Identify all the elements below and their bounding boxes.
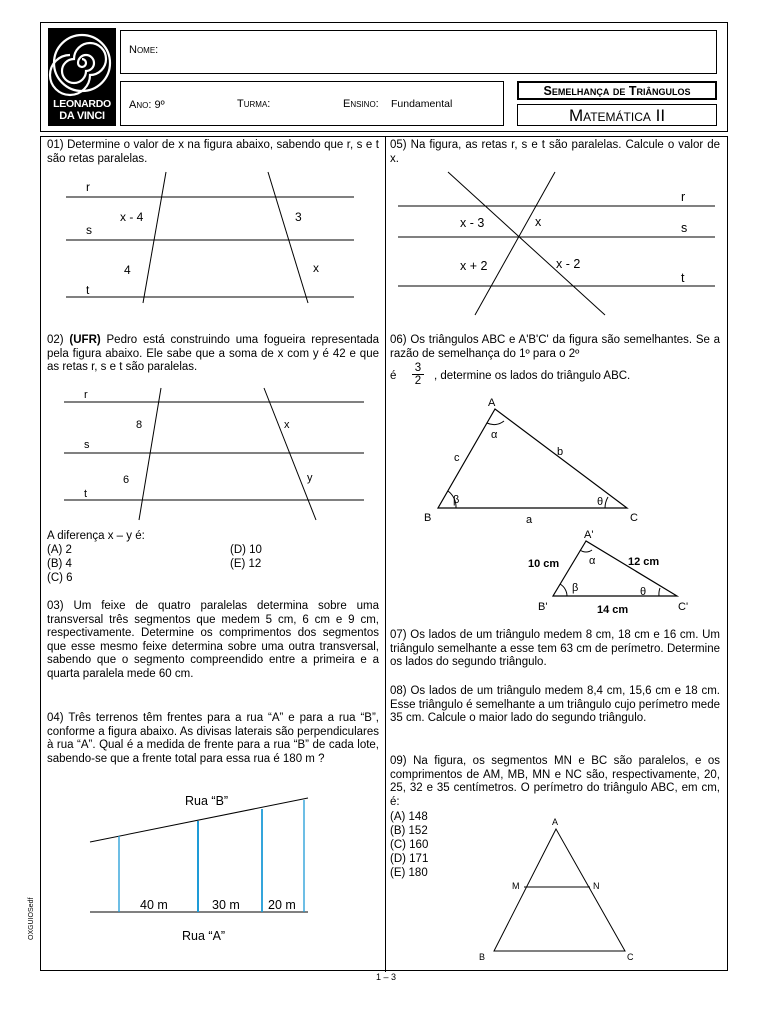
ano-label: Ano: 9º bbox=[129, 99, 165, 111]
q06-tri1-theta: θ bbox=[597, 496, 604, 508]
q05-label-b: x bbox=[535, 215, 542, 229]
q02-label-r: r bbox=[84, 389, 88, 401]
q02-option-c: (C) 6 bbox=[47, 572, 73, 584]
name-label: Nome: bbox=[129, 44, 159, 56]
q09-option-a: (A) 148 bbox=[390, 811, 428, 823]
q05-label-r: r bbox=[681, 190, 686, 204]
q06-tri1-b: b bbox=[557, 446, 564, 458]
q09-label-N: N bbox=[593, 881, 600, 891]
q09-text: 09) Na figura, os segmentos MN e BC são paralelos, e os comprimentos de AM, MB, MN e NC são, respectivamente, 20, 25, 32 e 35 centímetros. O perímetro do triângulo ABC, em cm, é: bbox=[390, 755, 720, 808]
subject-box bbox=[517, 104, 717, 126]
q02-option-e: (E) 12 bbox=[230, 558, 262, 570]
q09-option-e: (E) 180 bbox=[390, 867, 428, 879]
q01-text: 01) Determine o valor de x na figura abaixo, sabendo que r, s e t são retas paralelas. bbox=[47, 139, 379, 165]
q01-label-a: x - 4 bbox=[120, 210, 144, 224]
q02-figure bbox=[58, 382, 370, 522]
q02-label-s: s bbox=[84, 439, 90, 451]
q06-text-b-pre: é bbox=[390, 370, 397, 382]
q06-text-b bbox=[390, 362, 720, 392]
name-field[interactable] bbox=[120, 30, 717, 74]
q06-tri1-B: B bbox=[424, 512, 432, 524]
q06-triangle-abc-prime bbox=[520, 527, 700, 619]
q09-label-B: B bbox=[479, 952, 486, 962]
q04-seg2: 30 m bbox=[212, 898, 240, 912]
logo-text-line2: DA VINCI bbox=[59, 110, 105, 122]
q01-label-c: 4 bbox=[124, 263, 131, 277]
q06-text-a: 06) Os triângulos ABC e A'B'C' da figura são semelhantes. Se a razão de semelhança do 1º para o 2º bbox=[390, 334, 720, 360]
q04-text: 04) Três terrenos têm frentes para a rua “A” e para a rua “B”, conforme a figura abaixo. As divisas laterais são perpendiculares à rua “A”. Qual é a medida de frente para a rua “B” de cada lote, sabendo-se que a frente total para essa rua é 180 m ? bbox=[47, 712, 379, 765]
q09-option-c: (C) 160 bbox=[390, 839, 429, 851]
ensino-label: Ensino: bbox=[343, 98, 379, 110]
q06-tri2-theta: θ bbox=[640, 586, 647, 598]
q01-label-d: x bbox=[313, 261, 319, 275]
q02-text bbox=[47, 334, 379, 375]
q06-tri2-bottom: 14 cm bbox=[597, 604, 629, 616]
column-divider bbox=[385, 136, 386, 979]
q06-text-b-post: , determine os lados do triângulo ABC. bbox=[434, 370, 631, 382]
q06-tri1-alpha: α bbox=[491, 429, 498, 441]
q02-label-b: x bbox=[284, 419, 290, 431]
logo-text-line1: LEONARDO bbox=[53, 98, 111, 110]
q04-seg1: 40 m bbox=[140, 898, 168, 912]
q09-label-C: C bbox=[627, 952, 634, 962]
q09-label-A: A bbox=[552, 817, 559, 827]
q02-label-a: 8 bbox=[136, 419, 143, 431]
ensino-value: Fundamental bbox=[391, 98, 453, 110]
q06-frac-num: 3 bbox=[412, 362, 424, 375]
q06-triangle-abc bbox=[420, 395, 650, 530]
q06-tri1-C: C bbox=[630, 512, 638, 524]
q06-tri1-beta: β bbox=[453, 494, 460, 506]
topic-box bbox=[517, 81, 717, 100]
q06-fraction bbox=[412, 362, 424, 388]
q06-tri2-left: 10 cm bbox=[528, 558, 560, 570]
logo bbox=[48, 28, 116, 126]
q06-tri1-c: c bbox=[454, 452, 460, 464]
q02-option-d: (D) 10 bbox=[230, 544, 262, 556]
q02-source: (UFR) bbox=[69, 334, 101, 346]
q04-figure bbox=[86, 790, 366, 948]
q09-label-M: M bbox=[512, 881, 520, 891]
q07-text: 07) Os lados de um triângulo medem 8 cm, 18 cm e 16 cm. Um triângulo semelhante a esse tem 63 cm de perímetro. Determine os lados do segundo triângulo. bbox=[390, 629, 720, 669]
q02-body: Pedro está construindo uma fogueira representada pela figura abaixo. Ele sabe que a soma de x com y é 42 e que as retas r, s e t são paralelas. bbox=[47, 334, 380, 374]
q05-label-d: x - 2 bbox=[556, 257, 581, 271]
q06-tri1-A: A bbox=[488, 397, 496, 409]
q03-text: 03) Um feixe de quatro paralelas determina sobre uma transversal três segmentos que medem 5 cm, 6 cm e 9 cm, respectivamente. Determine os comprimentos dos segmentos que esse mesmo feixe determina sobre uma outra transversal, sabendo que o segmento compreendido entre a primeira e a quarta paralela mede 60 cm. bbox=[47, 600, 379, 680]
q02-option-b: (B) 4 bbox=[47, 558, 72, 570]
q01-label-t: t bbox=[86, 283, 90, 297]
q05-label-s: s bbox=[681, 221, 688, 235]
subject-title: Matemática II bbox=[568, 106, 666, 125]
q06-frac-den: 2 bbox=[414, 375, 422, 387]
q04-street-b: Rua “B” bbox=[185, 794, 229, 808]
topic-title: Semelhança de Triângulos bbox=[543, 84, 691, 98]
q04-street-a: Rua “A” bbox=[182, 929, 226, 943]
q01-label-b: 3 bbox=[295, 210, 302, 224]
q02-question: A diferença x – y é: bbox=[47, 530, 145, 542]
q05-label-t: t bbox=[681, 271, 685, 285]
q05-text: 05) Na figura, as retas r, s e t são paralelas. Calcule o valor de x. bbox=[390, 139, 720, 165]
q08-text: 08) Os lados de um triângulo medem 8,4 cm, 15,6 cm e 18 cm. Esse triângulo é semelhante a um triângulo cujo perímetro mede 35 cm. Calcule o maior lado do segundo triângulo. bbox=[390, 685, 720, 725]
spiral-logo-icon bbox=[48, 28, 116, 98]
q02-number: 02) bbox=[47, 334, 64, 346]
q05-label-a: x - 3 bbox=[460, 216, 485, 230]
q01-label-r: r bbox=[86, 180, 90, 194]
side-code: OXGUIOSedf bbox=[28, 897, 35, 940]
q04-seg3: 20 m bbox=[268, 898, 296, 912]
page-number: 1 – 3 bbox=[369, 972, 403, 982]
q06-tri2-C: C' bbox=[678, 601, 689, 613]
q06-tri2-B: B' bbox=[538, 601, 548, 613]
q06-tri1-a: a bbox=[526, 514, 533, 526]
q01-figure bbox=[58, 170, 358, 305]
q02-label-c: 6 bbox=[123, 474, 130, 486]
q06-tri2-right: 12 cm bbox=[628, 556, 660, 568]
q09-option-d: (D) 171 bbox=[390, 853, 429, 865]
q05-label-c: x + 2 bbox=[460, 259, 488, 273]
q05-figure bbox=[390, 170, 720, 320]
q09-figure bbox=[475, 815, 645, 965]
q06-tri2-A: A' bbox=[584, 529, 594, 541]
turma-label: Turma: bbox=[237, 98, 271, 110]
q06-tri2-beta: β bbox=[572, 582, 579, 594]
q01-label-s: s bbox=[86, 223, 92, 237]
q02-label-t: t bbox=[84, 488, 88, 500]
info-field bbox=[120, 81, 504, 126]
q02-label-d: y bbox=[307, 472, 313, 484]
q06-tri2-alpha: α bbox=[589, 555, 596, 567]
q02-option-a: (A) 2 bbox=[47, 544, 72, 556]
q09-option-b: (B) 152 bbox=[390, 825, 428, 837]
